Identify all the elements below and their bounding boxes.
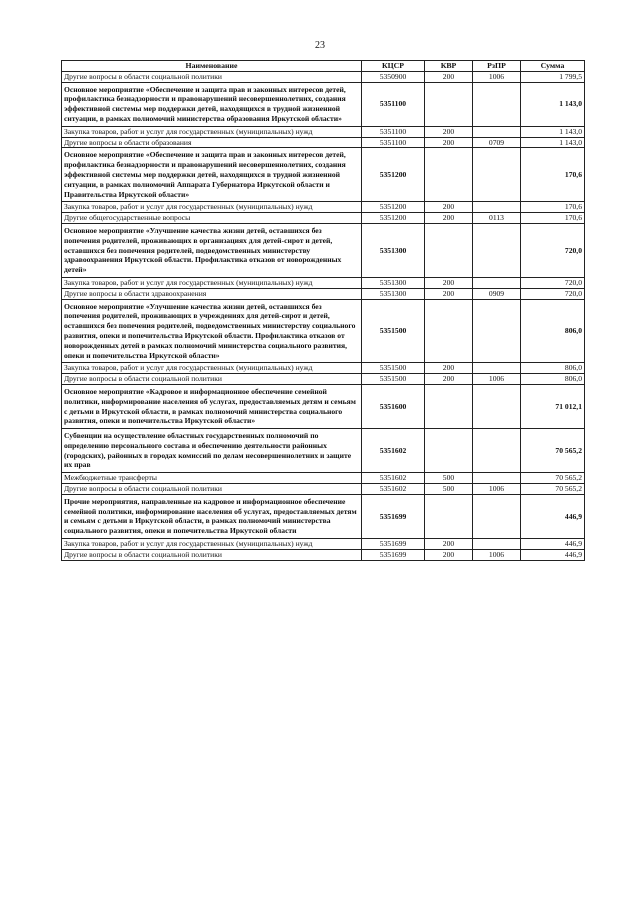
header-kcsr: КЦСР — [362, 61, 425, 72]
table-row — [62, 484, 585, 495]
row-kcsr-cell: 5351602 — [362, 473, 425, 484]
row-sum-cell: 806,0 — [521, 374, 585, 385]
budget-table — [61, 60, 585, 561]
row-kvr-cell: 200 — [425, 374, 473, 385]
row-name-cell: Закупка товаров, работ и услуг для государственных (муниципальных) нужд — [62, 539, 362, 550]
row-kvr-cell — [425, 494, 473, 538]
row-rzpr-cell: 1006 — [473, 374, 521, 385]
row-kvr-cell: 200 — [425, 288, 473, 299]
row-kcsr-cell: 5351500 — [362, 299, 425, 363]
row-rzpr-cell — [473, 126, 521, 137]
row-kcsr-cell: 5351100 — [362, 137, 425, 148]
table-row — [62, 148, 585, 202]
row-kcsr-cell: 5351300 — [362, 223, 425, 277]
table-row — [62, 539, 585, 550]
row-kvr-cell — [425, 299, 473, 363]
row-kvr-cell: 200 — [425, 202, 473, 213]
row-rzpr-cell — [473, 429, 521, 473]
row-kvr-cell: 200 — [425, 277, 473, 288]
row-rzpr-cell: 0709 — [473, 137, 521, 148]
row-kvr-cell — [425, 429, 473, 473]
table-row — [62, 277, 585, 288]
row-kvr-cell: 500 — [425, 473, 473, 484]
row-sum-cell: 806,0 — [521, 299, 585, 363]
row-rzpr-cell: 0113 — [473, 213, 521, 224]
table-row — [62, 82, 585, 126]
row-kcsr-cell: 5351100 — [362, 126, 425, 137]
header-sum: Сумма — [521, 61, 585, 72]
row-rzpr-cell: 1006 — [473, 549, 521, 560]
row-name-cell: Другие вопросы в области социальной политики — [62, 71, 362, 82]
row-kvr-cell — [425, 82, 473, 126]
row-rzpr-cell: 1006 — [473, 484, 521, 495]
row-rzpr-cell: 0909 — [473, 288, 521, 299]
row-rzpr-cell: 1006 — [473, 71, 521, 82]
row-kvr-cell: 200 — [425, 363, 473, 374]
row-kvr-cell: 500 — [425, 484, 473, 495]
row-kvr-cell: 200 — [425, 539, 473, 550]
row-sum-cell: 446,9 — [521, 494, 585, 538]
row-sum-cell: 1 143,0 — [521, 82, 585, 126]
row-name-cell: Основное мероприятие «Кадровое и информационное обеспечение семейной политики, информирование населения об услугах, предоставляемых детям и семьям с детьми в Иркутской области, в рамках полномочий министерства социального развития, опеки и попечительства Иркутской области» — [62, 384, 362, 428]
row-sum-cell: 170,6 — [521, 202, 585, 213]
row-kcsr-cell: 5351699 — [362, 549, 425, 560]
row-kcsr-cell: 5351699 — [362, 539, 425, 550]
header-name: Наименование — [62, 61, 362, 72]
row-name-cell: Основное мероприятие «Обеспечение и защита прав и законных интересов детей, профилактика безнадзорности и правонарушений несовершеннолетних, создания эффективной системы мер поддержки детей, находящихся в трудной жизненной ситуации, в рамках полномочий Аппарата Губернатора Иркутской области и Правительства Иркутской области» — [62, 148, 362, 202]
row-kcsr-cell: 5351300 — [362, 288, 425, 299]
row-sum-cell: 720,0 — [521, 223, 585, 277]
row-sum-cell: 170,6 — [521, 213, 585, 224]
row-sum-cell: 70 565,2 — [521, 484, 585, 495]
table-row — [62, 288, 585, 299]
row-kcsr-cell: 5351100 — [362, 82, 425, 126]
table-row — [62, 494, 585, 538]
row-kvr-cell: 200 — [425, 126, 473, 137]
row-rzpr-cell — [473, 494, 521, 538]
header-rzpr: РзПР — [473, 61, 521, 72]
row-sum-cell: 1 143,0 — [521, 137, 585, 148]
row-kvr-cell — [425, 223, 473, 277]
row-rzpr-cell — [473, 384, 521, 428]
page-number: 23 — [315, 40, 325, 51]
row-sum-cell: 720,0 — [521, 288, 585, 299]
row-name-cell: Другие общегосударственные вопросы — [62, 213, 362, 224]
row-name-cell: Основное мероприятие «Улучшение качества жизни детей, оставшихся без попечения родителей, проживающих в учреждениях для детей-сирот и детей, оставшихся без попечения родителей, подведомственных министерству социального развития, опеки и попечительства Иркутской области. Профилактика отказов от новорожденных детей в рамках полномочий министерства социального развития, опеки и попечительства Иркутской области» — [62, 299, 362, 363]
row-name-cell: Другие вопросы в области социальной политики — [62, 374, 362, 385]
row-rzpr-cell — [473, 363, 521, 374]
row-rzpr-cell — [473, 539, 521, 550]
table-header-row — [62, 61, 585, 72]
row-rzpr-cell — [473, 473, 521, 484]
row-rzpr-cell — [473, 223, 521, 277]
row-sum-cell: 170,6 — [521, 148, 585, 202]
row-kcsr-cell: 5351602 — [362, 484, 425, 495]
row-kcsr-cell: 5351500 — [362, 374, 425, 385]
row-name-cell: Основное мероприятие «Обеспечение и защита прав и законных интересов детей, профилактика безнадзорности и правонарушений несовершеннолетних, создания эффективной системы мер поддержки детей, находящихся в трудной жизненной ситуации, в рамках полномочий министерства образования Иркутской области» — [62, 82, 362, 126]
row-sum-cell: 1 799,5 — [521, 71, 585, 82]
row-kcsr-cell: 5351500 — [362, 363, 425, 374]
row-sum-cell: 71 012,1 — [521, 384, 585, 428]
table-row — [62, 473, 585, 484]
row-kcsr-cell: 5351600 — [362, 384, 425, 428]
table-row — [62, 299, 585, 363]
row-rzpr-cell — [473, 82, 521, 126]
row-kvr-cell: 200 — [425, 549, 473, 560]
table-row — [62, 71, 585, 82]
row-name-cell: Другие вопросы в области социальной политики — [62, 549, 362, 560]
table-row — [62, 549, 585, 560]
table-row — [62, 213, 585, 224]
row-kvr-cell: 200 — [425, 213, 473, 224]
row-kvr-cell: 200 — [425, 71, 473, 82]
row-sum-cell: 446,9 — [521, 549, 585, 560]
row-kcsr-cell: 5351200 — [362, 148, 425, 202]
row-name-cell: Другие вопросы в области здравоохранения — [62, 288, 362, 299]
row-sum-cell: 70 565,2 — [521, 473, 585, 484]
row-kcsr-cell: 5351602 — [362, 429, 425, 473]
row-name-cell: Основное мероприятие «Улучшение качества жизни детей, оставшихся без попечения родителей, проживающих в организациях для детей-сирот и детей, оставшихся без попечения родителей, подведомственных министерству здравоохранения Иркутской области. Профилактика отказов от новорожденных детей» — [62, 223, 362, 277]
row-kvr-cell: 200 — [425, 137, 473, 148]
row-rzpr-cell — [473, 148, 521, 202]
row-kcsr-cell: 5350900 — [362, 71, 425, 82]
row-sum-cell: 1 143,0 — [521, 126, 585, 137]
row-name-cell: Другие вопросы в области социальной политики — [62, 484, 362, 495]
table-row — [62, 384, 585, 428]
row-sum-cell: 446,9 — [521, 539, 585, 550]
table-row — [62, 429, 585, 473]
row-name-cell: Прочие мероприятия, направленные на кадровое и информационное обеспечение семейной политики, информирование населения об услугах, предоставляемых детям и семьям с детьми в Иркутской области, в рамках полномочий министерства социального развития, опеки и попечительства Иркутской области — [62, 494, 362, 538]
row-rzpr-cell — [473, 277, 521, 288]
row-name-cell: Другие вопросы в области образования — [62, 137, 362, 148]
row-kcsr-cell: 5351200 — [362, 213, 425, 224]
row-sum-cell: 70 565,2 — [521, 429, 585, 473]
row-sum-cell: 806,0 — [521, 363, 585, 374]
row-kvr-cell — [425, 148, 473, 202]
row-name-cell: Закупка товаров, работ и услуг для государственных (муниципальных) нужд — [62, 202, 362, 213]
table-body — [62, 71, 585, 560]
row-kcsr-cell: 5351699 — [362, 494, 425, 538]
header-kvr: КВР — [425, 61, 473, 72]
row-name-cell: Закупка товаров, работ и услуг для государственных (муниципальных) нужд — [62, 277, 362, 288]
row-sum-cell: 720,0 — [521, 277, 585, 288]
row-kcsr-cell: 5351200 — [362, 202, 425, 213]
row-rzpr-cell — [473, 299, 521, 363]
table-row — [62, 126, 585, 137]
table-row — [62, 223, 585, 277]
row-name-cell: Закупка товаров, работ и услуг для государственных (муниципальных) нужд — [62, 363, 362, 374]
row-kvr-cell — [425, 384, 473, 428]
table-row — [62, 363, 585, 374]
table-row — [62, 374, 585, 385]
row-kcsr-cell: 5351300 — [362, 277, 425, 288]
row-name-cell: Межбюджетные трансферты — [62, 473, 362, 484]
table-row — [62, 202, 585, 213]
row-name-cell: Закупка товаров, работ и услуг для государственных (муниципальных) нужд — [62, 126, 362, 137]
row-rzpr-cell — [473, 202, 521, 213]
table-row — [62, 137, 585, 148]
row-name-cell: Субвенции на осуществление областных государственных полномочий по определению персонального состава и обеспечению деятельности районных (городских), районных в городах комиссий по делам несовершеннолетних и защите их прав — [62, 429, 362, 473]
